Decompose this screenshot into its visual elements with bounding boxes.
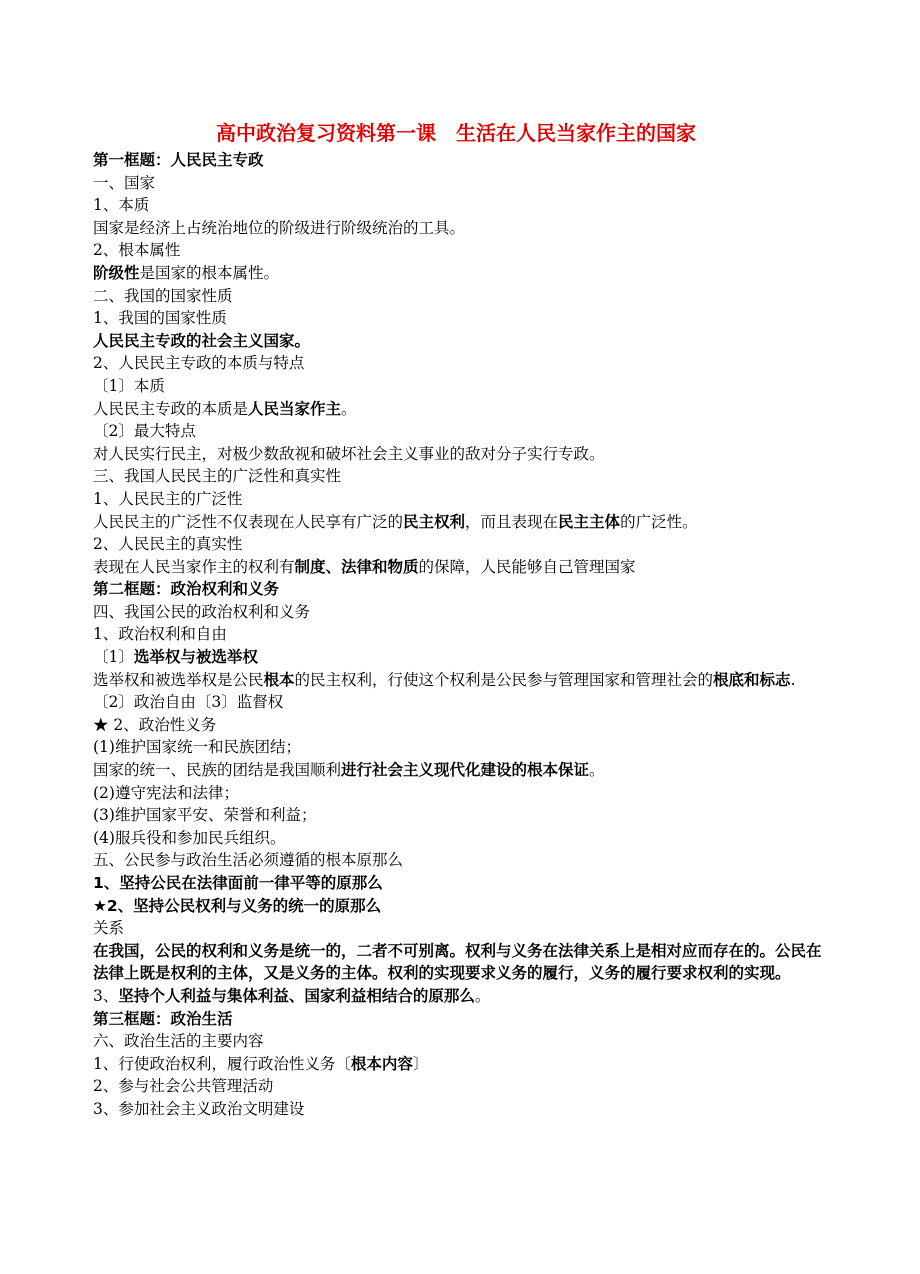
principle-1: 1、坚持公民在法律面前一律平等的原那么 [93,874,383,892]
item-freedom-supervision: 〔2〕政治自由〔3〕监督权 [93,693,284,712]
bold-term: 民主权利 [403,512,466,531]
bold-term: 选举权与被选举权 [133,648,258,667]
paragraph-national-nature: 人民民主专政的社会主义国家。 [93,331,311,350]
principle-2: ★2、坚持公民权利与义务的统一的原那么 [93,896,382,915]
bold-term: 进行社会主义现代化建设的根本保证 [341,761,590,780]
paragraph-attribute: 阶级性是国家的根本属性。 [93,263,280,282]
bold-term: 根本 [263,670,295,689]
subheading-breadth: 1、人民民主的广泛性 [93,489,243,508]
subheading-political-rights: 1、政治权利和自由 [93,625,227,644]
subheading-national-nature: 1、我国的国家性质 [93,309,227,328]
heading-political-life: 六、政治生活的主要内容 [93,1032,264,1051]
paragraph-relation: 在我国，公民的权利和义务是统一的，二者不可别离。权利与义务在法律关系上是相对应而存在的。公民在法律上既是权利的主体，又是义务的主体。权利的实现要求义务的履行，义务的履行要求权利的实现。 [93,941,822,983]
paragraph-breadth: 人民民主的广泛性不仅表现在人民享有广泛的民主权利，而且表现在民主主体的广泛性。 [93,512,698,531]
subheading-attribute: 2、根本属性 [93,241,181,260]
paragraph-election-right: 选举权和被选举权是公民根本的民主权利，行使这个权利是公民参与管理国家和管理社会的根底和标志. [93,670,796,689]
section-heading-3: 第三框题：政治生活 [93,1009,233,1028]
document-title: 高中政治复习资料第一课 生活在人民当家作主的国家 [216,121,696,145]
bold-term: 人民当家作主 [248,399,342,418]
duty-item-3: (3)维护国家平安、荣誉和利益； [93,806,317,825]
paragraph-unity: 国家的统一、民族的团结是我国顺利进行社会主义现代化建设的根本保证。 [93,761,605,780]
duty-item-2: (2)遵守宪法和法律； [93,783,239,802]
heading-national: 一、国家 [93,173,156,192]
document-page [93,119,823,1121]
section-heading-2: 第二框题：政治权利和义务 [93,580,280,599]
subheading-truth: 2、人民民主的真实性 [93,535,243,554]
paragraph-feature: 对人民实行民主，对极少数敌视和破坏社会主义事业的敌对分子实行专政。 [93,444,605,463]
label-relation: 关系 [93,919,125,938]
item-feature: 〔2〕最大特点 [93,422,196,441]
principle-3: 3、坚持个人利益与集体利益、国家利益相结合的原那么。 [93,986,491,1005]
section-heading-1: 第一框题：人民民主专政 [93,151,264,169]
heading-democracy: 三、我国人民民主的广泛性和真实性 [93,467,342,486]
life-item-1: 1、行使政治权利，履行政治性义务〔根本内容〕 [93,1054,429,1073]
duty-item-1: (1)维护国家统一和民族团结； [93,738,301,757]
item-essence: 〔1〕本质 [93,376,165,395]
bold-term: 坚持个人利益与集体利益、国家利益相结合的原那么 [118,986,475,1005]
duty-item-4: (4)服兵役和参加民兵组织。 [93,828,286,847]
heading-national-nature: 二、我国的国家性质 [93,286,233,305]
item-election-right: 〔1〕选举权与被选举权 [93,648,258,667]
paragraph-dictatorship-essence: 人民民主专政的本质是人民当家作主。 [93,399,357,418]
life-item-2: 2、参与社会公共管理活动 [93,1077,274,1096]
bold-term: 根底和标志 [713,670,791,689]
bold-term: 根本内容 [350,1054,413,1073]
bold-term: 制度、法律和物质 [294,557,419,576]
subheading-dictatorship: 2、人民民主专政的本质与特点 [93,354,305,373]
paragraph-truth: 表现在人民当家作主的权利有制度、法律和物质的保障，人民能够自己管理国家 [93,557,636,576]
paragraph-essence: 国家是经济上占统治地位的阶级进行阶级统治的工具。 [93,218,466,237]
heading-principles: 五、公民参与政治生活必须遵循的根本原那么 [93,851,404,870]
heading-rights-duties: 四、我国公民的政治权利和义务 [93,602,311,621]
subheading-political-duties: ★ 2、政治性义务 [93,715,217,734]
bold-term: 民主主体 [558,512,621,531]
subheading-essence: 1、本质 [93,196,150,215]
bold-term: 阶级性 [93,263,140,282]
life-item-3: 3、参加社会主义政治文明建设 [93,1099,305,1118]
